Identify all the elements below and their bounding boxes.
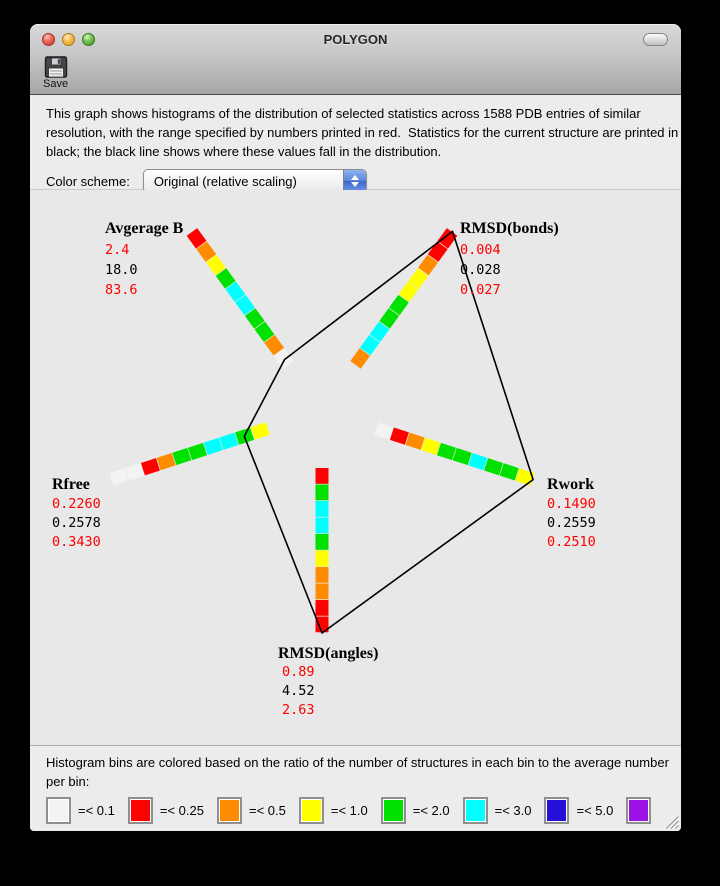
polygon-window	[30, 24, 681, 831]
axis-max-value: 2.63	[282, 702, 315, 718]
histogram-segment	[437, 443, 456, 460]
axis-min-value: 0.004	[460, 242, 501, 258]
histogram-segment	[500, 463, 519, 480]
save-floppy-icon	[44, 56, 68, 78]
legend-item-white	[46, 797, 115, 824]
legend-swatch-white	[46, 797, 71, 824]
window-title: POLYGON	[323, 32, 388, 47]
axis-min-value: 2.4	[105, 242, 130, 258]
axis-title: Rfree	[52, 476, 90, 493]
legend-item-red	[128, 797, 204, 824]
legend-description: Histogram bins are colored based on the ratio of the number of structures in each bin to the average number per bin:	[46, 755, 669, 789]
axis-max-value: 0.2510	[547, 534, 596, 550]
histogram-segment	[316, 501, 329, 517]
histogram-segment	[204, 438, 223, 455]
minimize-button[interactable]	[62, 33, 75, 46]
legend-item-blue	[544, 797, 613, 824]
histogram-segment	[141, 458, 160, 475]
polygon-plot-panel	[30, 190, 681, 745]
dropdown-arrows	[343, 170, 366, 192]
legend-item-yellow	[299, 797, 368, 824]
histogram-segment	[157, 453, 176, 470]
zoom-button[interactable]	[82, 33, 95, 46]
legend-label: =< 0.1	[78, 803, 115, 818]
histogram-segment	[251, 422, 270, 439]
legend-swatch-red	[128, 797, 153, 824]
histogram-segment	[219, 433, 238, 450]
window-chrome	[30, 24, 681, 95]
legend-item-cyan	[463, 797, 532, 824]
legend-label: =< 5.0	[576, 803, 614, 818]
polygon-chart	[30, 190, 681, 745]
histogram-segment	[188, 443, 207, 460]
axis-current-value: 0.028	[460, 262, 501, 278]
axis-min-value: 0.1490	[547, 496, 596, 512]
legend-item-green	[381, 797, 450, 824]
histogram-bar-1	[350, 228, 457, 369]
histogram-segment	[374, 422, 393, 439]
histogram-segment	[468, 453, 487, 470]
legend-item-purple	[626, 797, 658, 824]
color-scheme-label: Color scheme:	[46, 173, 130, 189]
histogram-bar-0	[187, 228, 294, 369]
description-text: This graph shows histograms of the distribution of selected statistics across 1588 PDB entries of similar resolution, with the range specified by numbers printed in red. Statistics for the current structure are printed in black; the black line shows where these values fall in the distribution.	[46, 106, 679, 159]
histogram-segment	[390, 428, 409, 445]
toolbar-toggle-button[interactable]	[643, 33, 668, 46]
histogram-segment	[406, 433, 425, 450]
histogram-segment	[421, 438, 440, 455]
histogram-segment	[316, 518, 329, 534]
histogram-bar-3	[316, 468, 329, 632]
toolbar	[30, 55, 681, 93]
histogram-segment	[316, 551, 329, 567]
axis-current-value: 0.2559	[547, 515, 596, 531]
histogram-segment	[316, 468, 329, 484]
histogram-segment	[453, 448, 472, 465]
histogram-segment	[484, 458, 503, 475]
legend-label: =< 0.25	[159, 803, 204, 818]
arrow-down-icon	[351, 182, 359, 187]
legend-panel	[30, 745, 681, 831]
axis-max-value: 0.3430	[52, 534, 101, 550]
axis-title: RMSD(bonds)	[460, 220, 559, 237]
axis-current-value: 4.52	[282, 683, 315, 699]
histogram-segment	[125, 463, 144, 480]
axis-min-value: 0.2260	[52, 496, 101, 512]
legend-label: =< 3.0	[494, 803, 532, 818]
histogram-segment	[316, 600, 329, 616]
arrow-up-icon	[351, 175, 359, 180]
traffic-lights	[42, 33, 95, 46]
axis-title: Rwork	[547, 476, 595, 493]
axis-title: RMSD(angles)	[278, 645, 379, 662]
legend-item-orange	[217, 797, 286, 824]
histogram-bar-2	[374, 422, 534, 485]
axis-title: Avgerage B	[105, 220, 184, 237]
legend-swatch-purple	[626, 797, 651, 824]
histogram-segment	[316, 534, 329, 550]
titlebar[interactable]	[30, 24, 681, 55]
legend-label: =< 2.0	[412, 803, 450, 818]
histogram-segment	[110, 468, 129, 485]
legend-swatch-orange	[217, 797, 242, 824]
legend-swatch-cyan	[463, 797, 488, 824]
legend-label: =< 1.0	[330, 803, 368, 818]
info-panel	[30, 95, 681, 190]
resize-grip[interactable]	[666, 816, 679, 829]
histogram-segment	[316, 584, 329, 600]
axis-current-value: 0.2578	[52, 515, 101, 531]
histogram-segment	[316, 567, 329, 583]
legend-swatch-green	[381, 797, 406, 824]
axis-max-value: 0.027	[460, 282, 501, 298]
axis-max-value: 83.6	[105, 282, 138, 298]
save-button-label: Save	[43, 78, 69, 90]
legend-swatch-yellow	[299, 797, 324, 824]
legend-label: =< 0.5	[248, 803, 286, 818]
save-button[interactable]	[43, 56, 68, 90]
axis-current-value: 18.0	[105, 262, 138, 278]
axis-min-value: 0.89	[282, 664, 315, 680]
histogram-segment	[316, 485, 329, 501]
histogram-segment	[172, 448, 191, 465]
legend-row	[46, 797, 681, 824]
color-scheme-value: Original (relative scaling)	[153, 173, 297, 189]
close-button[interactable]	[42, 33, 55, 46]
legend-swatch-blue	[544, 797, 569, 824]
